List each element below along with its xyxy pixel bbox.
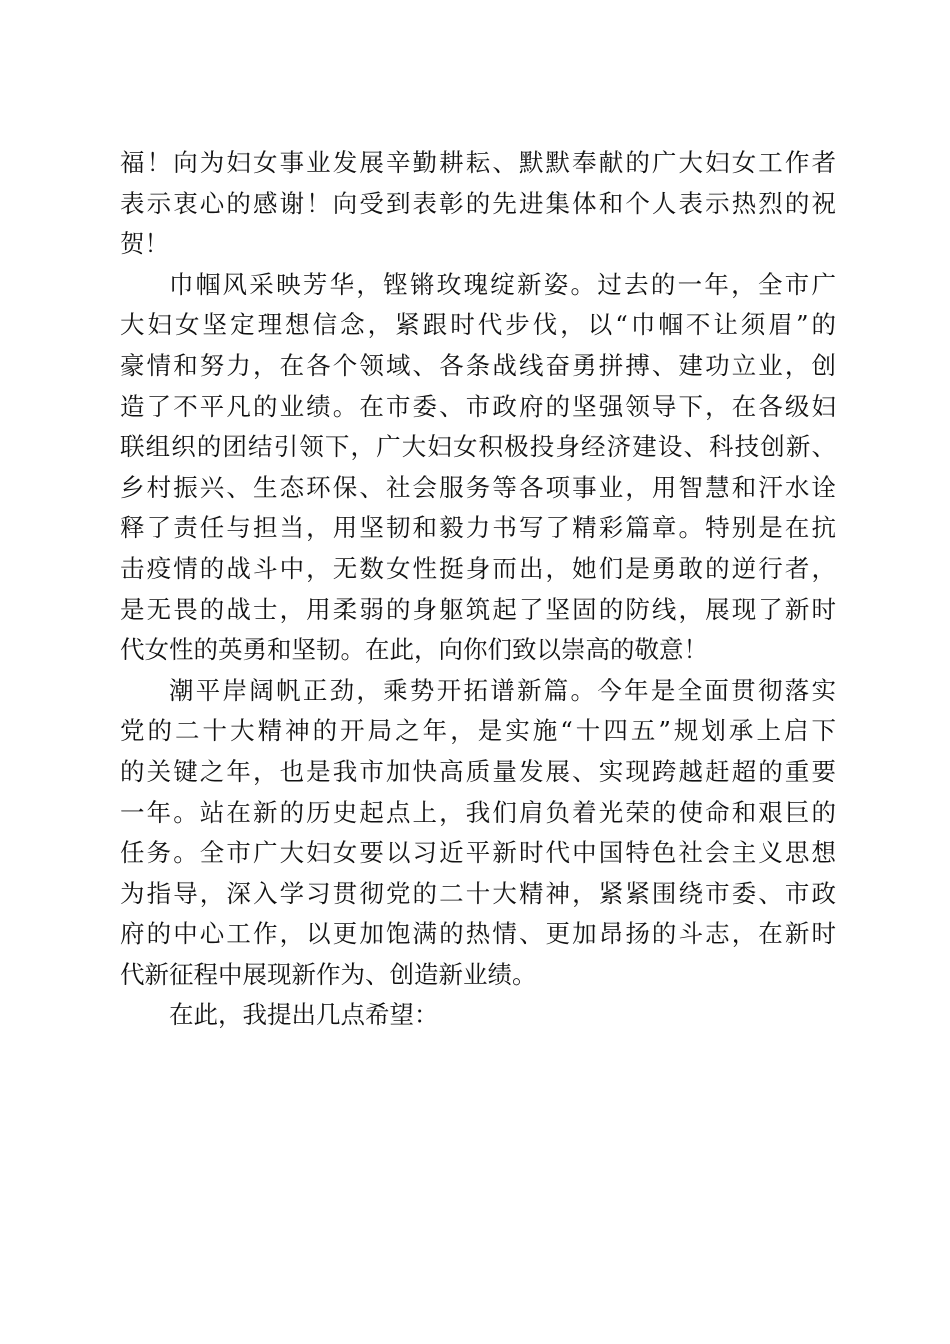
text-line: 任务。全市广大妇女要以习近平新时代中国特色社会主义思想 <box>120 838 836 868</box>
text-line: 击疫情的战斗中，无数女性挺身而出，她们是勇敢的逆行者， <box>120 553 836 583</box>
body-text <box>120 143 836 1036</box>
text-line: 释了责任与担当，用坚韧和毅力书写了精彩篇章。特别是在抗 <box>120 513 836 543</box>
text-line: 是无畏的战士，用柔弱的身躯筑起了坚固的防线，展现了新时 <box>120 594 836 624</box>
text-line: 代女性的英勇和坚韧。在此，向你们致以崇高的敬意！ <box>120 635 708 665</box>
text-line: 联组织的团结引领下，广大妇女积极投身经济建设、科技创新、 <box>120 432 836 462</box>
text-line: 造了不平凡的业绩。在市委、市政府的坚强领导下，在各级妇 <box>120 391 836 421</box>
text-line: 为指导，深入学习贯彻党的二十大精神，紧紧围绕市委、市政 <box>120 878 836 908</box>
text-line: 豪情和努力，在各个领域、各条战线奋勇拼搏、建功立业，创 <box>120 350 836 380</box>
text-line: 代新征程中展现新作为、创造新业绩。 <box>120 959 537 989</box>
text-line: 福！向为妇女事业发展辛勤耕耘、默默奉献的广大妇女工作者 <box>120 148 836 177</box>
text-line: 潮平岸阔帆正劲，乘势开拓谱新篇。今年是全面贯彻落实 <box>169 675 836 705</box>
text-line: 表示衷心的感谢！向受到表彰的先进集体和个人表示热烈的祝 <box>120 188 836 218</box>
text-line: 巾帼风采映芳华，铿锵玫瑰绽新姿。过去的一年，全市广 <box>169 269 836 299</box>
text-line: 一年。站在新的历史起点上，我们肩负着光荣的使命和艰巨的 <box>120 797 836 827</box>
text-line: 的关键之年，也是我市加快高质量发展、实现跨越赶超的重要 <box>120 756 836 786</box>
text-line: 党的二十大精神的开局之年，是实施“十四五”规划承上启下 <box>120 716 836 746</box>
text-line: 大妇女坚定理想信念，紧跟时代步伐，以“巾帼不让须眉”的 <box>120 310 836 340</box>
text-line: 乡村振兴、生态环保、社会服务等各项事业，用智慧和汗水诠 <box>120 472 836 502</box>
text-line: 府的中心工作，以更加饱满的热情、更加昂扬的斗志，在新时 <box>120 919 836 949</box>
text-line: 在此，我提出几点希望： <box>169 1000 439 1030</box>
text-line: 贺！ <box>120 229 169 259</box>
